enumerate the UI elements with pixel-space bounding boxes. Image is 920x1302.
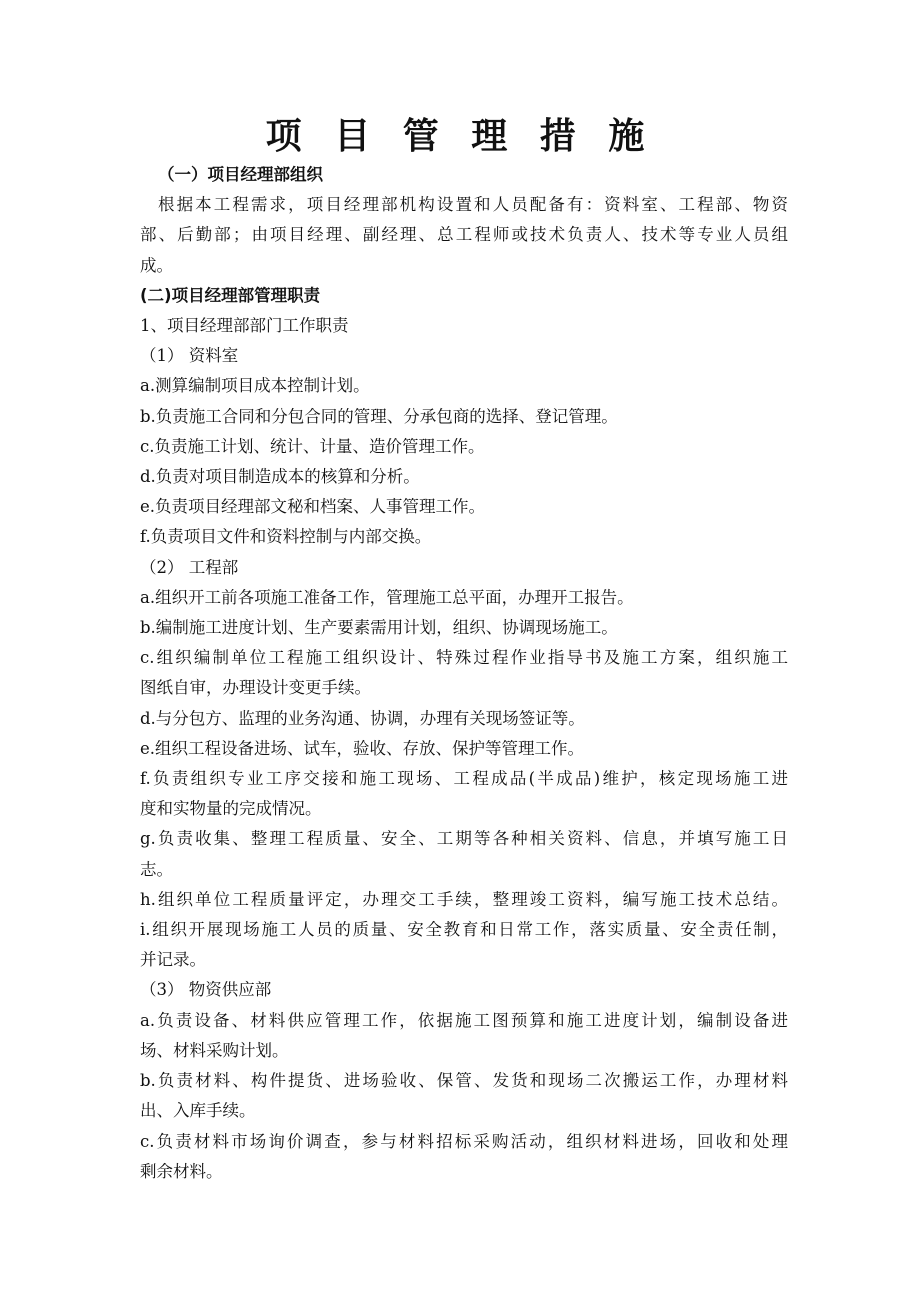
text-line: 1、项目经理部部门工作职责 [140,316,349,336]
text-line: e.组织工程设备进场、试车，验收、存放、保护等管理工作。 [140,738,585,758]
text-line: a.测算编制项目成本控制计划。 [140,376,370,396]
text-line: f.负责组织专业工序交接和施工现场、工程成品(半成品)维护，核定现场施工进 [140,769,788,789]
text-line: c.负责施工计划、统计、计量、造价管理工作。 [140,436,485,456]
text-line: 场、材料采购计划。 [140,1040,289,1060]
text-line: i.组织开展现场施工人员的质量、安全教育和日常工作，落实质量、安全责任制， [140,920,788,940]
text-line: 成。 [140,255,173,275]
text-line: 根据本工程需求，项目经理部机构设置和人员配备有：资料室、工程部、物资 [158,195,788,215]
section-heading: （一）项目经理部组织 [158,165,323,184]
text-line: （2） 工程部 [140,557,239,577]
text-line: 度和实物量的完成情况。 [140,799,322,819]
text-line: 志。 [140,859,173,879]
text-line: d.负责对项目制造成本的核算和分析。 [140,467,420,487]
text-line: f.负责项目文件和资料控制与内部交换。 [140,527,432,547]
text-line: 出、入库手续。 [140,1101,256,1121]
text-line: h.组织单位工程质量评定，办理交工手续，整理竣工资料，编写施工技术总结。 [140,889,788,909]
text-line: 剩余材料。 [140,1161,223,1181]
text-line: d.与分包方、监理的业务沟通、协调，办理有关现场签证等。 [140,708,585,728]
text-line: （3） 物资供应部 [140,980,272,1000]
section-heading: (二)项目经理部管理职责 [140,285,321,305]
text-line: 并记录。 [140,950,206,970]
text-line: g.负责收集、整理工程质量、安全、工期等各种相关资料、信息，并填写施工日 [140,829,788,849]
text-line: e.负责项目经理部文秘和档案、人事管理工作。 [140,497,486,517]
text-line: c.组织编制单位工程施工组织设计、特殊过程作业指导书及施工方案，组织施工 [140,648,788,668]
text-line: 部、后勤部；由项目经理、副经理、总工程师或技术负责人、技术等专业人员组 [140,225,788,245]
text-line: b.负责材料、构件提货、进场验收、保管、发货和现场二次搬运工作，办理材料 [140,1071,788,1091]
text-line: a.组织开工前各项施工准备工作，管理施工总平面，办理开工报告。 [140,587,634,607]
text-line: a.负责设备、材料供应管理工作，依据施工图预算和施工进度计划，编制设备进 [140,1010,788,1030]
page-title: 项 目 管 理 措 施 [265,116,655,157]
document-body [140,160,788,1187]
text-line: c.负责材料市场询价调查，参与材料招标采购活动，组织材料进场，回收和处理 [140,1131,788,1151]
text-line: （1） 资料室 [140,346,239,366]
text-line: b.编制施工进度计划、生产要素需用计划，组织、协调现场施工。 [140,618,618,638]
text-line: b.负责施工合同和分包合同的管理、分承包商的选择、登记管理。 [140,406,618,426]
text-line: 图纸自审，办理设计变更手续。 [140,678,371,698]
